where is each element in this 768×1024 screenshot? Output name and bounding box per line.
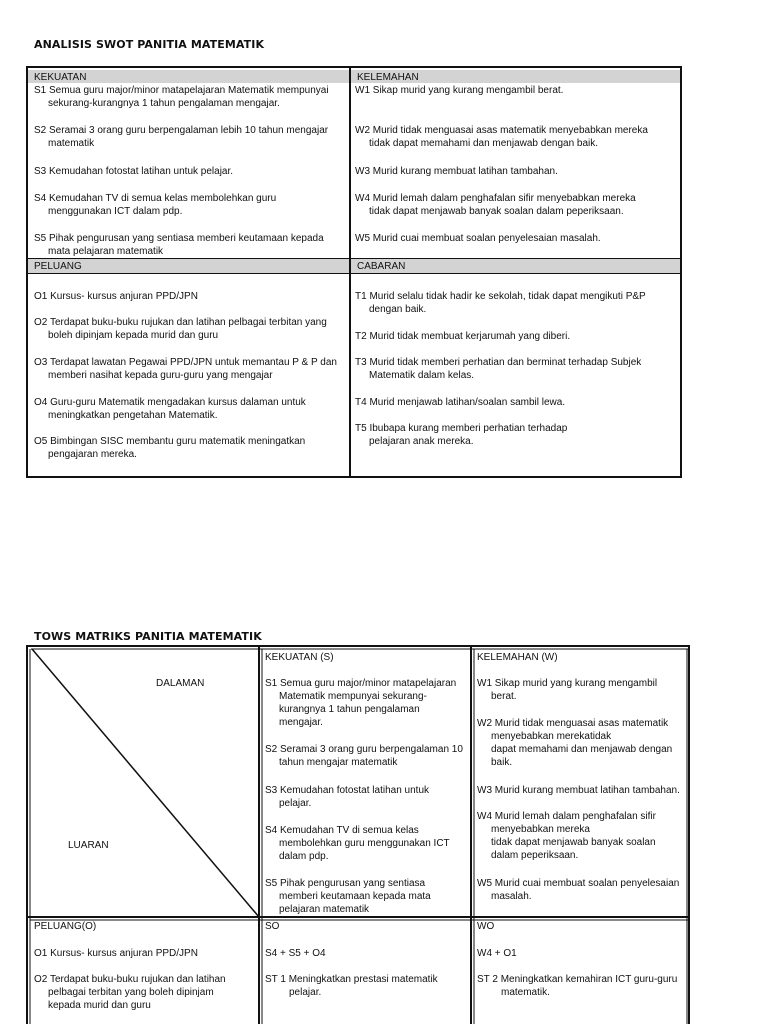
tows-kelemahan-header: KELEMAHAN (W) [477,652,558,663]
tows-kelemahan-w5: W5 Murid cuai membuat soalan penyelesaian masalah. [477,878,680,902]
kekuatan-header: KEKUATAN [28,70,349,83]
tows-wo-combo: W4 + O1 [477,948,517,959]
kelemahan-item-w3: W3 Murid kurang membuat latihan tambahan. [355,166,558,177]
cabaran-item-t4: T4 Murid menjawab latihan/soalan sambil lewa. [355,397,566,408]
dalaman-label: DALAMAN [156,678,205,689]
tows-peluang-o1: O1 Kursus- kursus anjuran PPD/JPN [34,948,198,959]
tows-peluang-o2: O2 Terdapat buku-buku rujukan dan latihan pelbagai terbitan yang boleh dipinjam kepada murid dan guru [34,974,226,1011]
cabaran-header: CABARAN [351,259,680,273]
kekuatan-item-s3: S3 Kemudahan fotostat latihan untuk pelajar. [34,166,234,177]
tows-kelemahan-w2: W2 Murid tidak menguasai asas matematik menyebabkan merekatidak dapat memahami dan menjawab dengan baik. [477,718,673,768]
cabaran-item-t2: T2 Murid tidak membuat kerjarumah yang diberi. [355,331,571,342]
tows-kelemahan-w3: W3 Murid kurang membuat latihan tambahan. [477,785,680,796]
tows-title: TOWS MATRIKS PANITIA MATEMATIK [34,630,262,643]
swot-mid-divider-2 [28,273,680,274]
kekuatan-item-s2: S2 Seramai 3 orang guru berpengalaman lebih 10 tahun mengajar matematik [34,125,329,149]
peluang-item-o3: O3 Terdapat lawatan Pegawai PPD/JPN untuk memantau P & P dan memberi nasihat kepada guru-guru yang mengajar [34,357,337,381]
tows-kekuatan-s5: S5 Pihak pengurusan yang sentiasa memberi keutamaan kepada mata pelajaran matematik [265,878,431,915]
tows-kelemahan-w4: W4 Murid lemah dalam penghafalan sifir menyebabkan mereka tidak dapat menjawab banyak soalan dalam peperiksaan. [477,811,656,861]
tows-diagonal [32,649,259,917]
tows-table [26,645,690,1024]
tows-kekuatan-s2: S2 Seramai 3 orang guru berpengalaman 10 tahun mengajar matematik [265,744,463,768]
peluang-item-o1: O1 Kursus- kursus anjuran PPD/JPN [34,291,198,302]
kelemahan-item-w1: W1 Sikap murid yang kurang mengambil berat. [355,85,564,96]
tows-kekuatan-s4: S4 Kemudahan TV di semua kelas membolehkan guru menggunakan ICT dalam pdp. [265,825,450,862]
kelemahan-item-w4: W4 Murid lemah dalam penghafalan sifir menyebabkan mereka tidak dapat menjawab banyak soalan dalam peperiksaan. [355,193,636,217]
swot-title: ANALISIS SWOT PANITIA MATEMATIK [34,38,265,51]
tows-wo-header: WO [477,921,495,932]
cabaran-item-t1: T1 Murid selalu tidak hadir ke sekolah, tidak dapat mengikuti P&P dengan baik. [355,291,646,315]
tows-peluang-header: PELUANG(O) [34,921,97,932]
peluang-item-o5: O5 Bimbingan SISC membantu guru matematik meningatkan pengajaran mereka. [34,436,306,460]
tows-so-combo: S4 + S5 + O4 [265,948,326,959]
kekuatan-item-s5: S5 Pihak pengurusan yang sentiasa memberi keutamaan kepada mata pelajaran matematik [34,233,324,257]
peluang-item-o4: O4 Guru-guru Matematik mengadakan kursus dalaman untuk meningkatkan pengetahan Matematik. [34,397,306,421]
kelemahan-header: KELEMAHAN [351,70,680,83]
tows-kekuatan-s1: S1 Semua guru major/minor matapelajaran Matematik mempunyai sekurang- kurangnya 1 tahun pengalaman mengajar. [265,678,457,728]
peluang-header: PELUANG [28,259,349,273]
kelemahan-item-w5: W5 Murid cuai membuat soalan penyelesaian masalah. [355,233,601,244]
tows-so-header: SO [265,921,280,932]
swot-table [26,66,682,478]
tows-wo-st2: ST 2 Meningkatkan kemahiran ICT guru-guru matematik. [477,974,678,998]
peluang-item-o2: O2 Terdapat buku-buku rujukan dan latihan pelbagai terbitan yang boleh dipinjam kepada murid dan guru [34,317,327,341]
tows-so-st1: ST 1 Meningkatkan prestasi matematik pelajar. [265,974,438,998]
kekuatan-item-s1: S1 Semua guru major/minor matapelajaran Matematik mempunyai sekurang-kurangnya 1 tahun pengalaman mengajar. [34,85,329,109]
luaran-label: LUARAN [68,840,109,851]
tows-kekuatan-s3: S3 Kemudahan fotostat latihan untuk pelajar. [265,785,430,809]
kekuatan-item-s4: S4 Kemudahan TV di semua kelas membolehkan guru menggunakan ICT dalam pdp. [34,193,277,217]
kelemahan-item-w2: W2 Murid tidak menguasai asas matematik menyebabkan mereka tidak dapat memahami dan menjawab dengan baik. [355,125,648,149]
tows-kelemahan-w1: W1 Sikap murid yang kurang mengambil berat. [477,678,658,702]
cabaran-item-t5: T5 Ibubapa kurang memberi perhatian terhadap pelajaran anak mereka. [355,423,568,447]
tows-kekuatan-header: KEKUATAN (S) [265,652,334,663]
cabaran-item-t3: T3 Murid tidak memberi perhatian dan berminat terhadap Subjek Matematik dalam kelas. [355,357,642,381]
